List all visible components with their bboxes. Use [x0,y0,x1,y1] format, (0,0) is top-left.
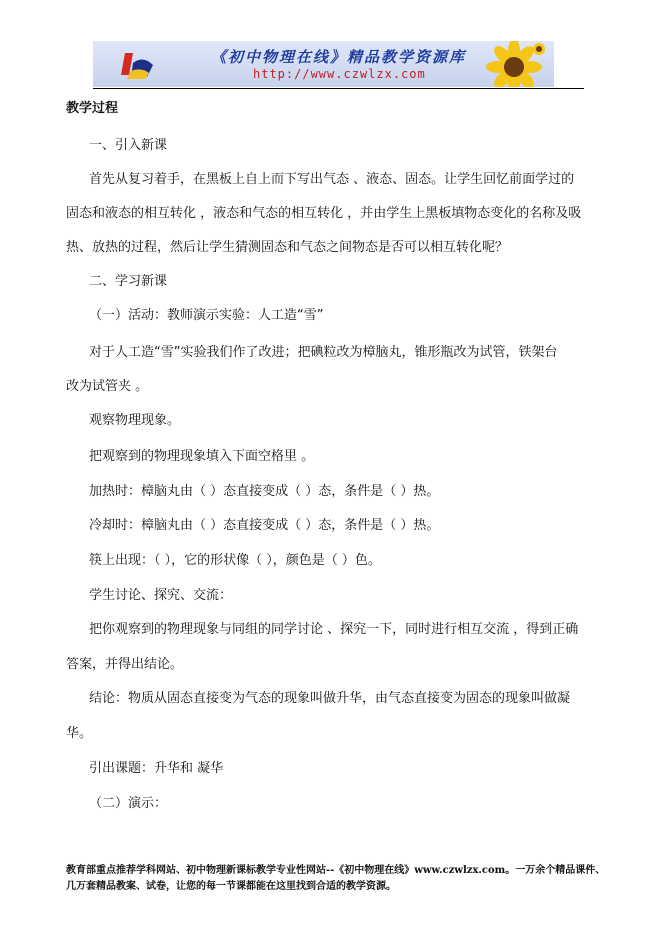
paragraph-line: 结论：物质从固态直接变为气态的现象叫做升华，由气态直接变为固态的现象叫做凝 [89,691,571,706]
section-heading: 教学过程 [66,101,119,116]
paragraph-line: 对于人工造“雪”实验我们作了改进；把碘粒改为樟脑丸，锥形瓶改为试管，铁架台 [89,345,558,360]
paragraph-line: 热、放热的过程，然后让学生猜测固态和气态之间物态是否可以相互转化呢？ [66,240,509,255]
footer-line: 教育部重点推荐学科网站、初中物理新课标教学专业性网站--《初中物理在线》www.czwlzx.com。一万余个精品课件、 [66,865,606,876]
paragraph-line: 华。 [66,726,93,741]
paragraph-line: 筷上出现：（ ），它的形状像（ ），颜色是（ ）色。 [89,553,381,568]
paragraph-line: 一、引入新课 [89,138,168,153]
paragraph-line: 引出课题：升华和 凝华 [89,761,224,776]
paragraph-line: 把你观察到的物理现象与同组的同学讨论 、探究一下，同时进行相互交流 ，得到正确 [89,622,579,637]
paragraph-line: 加热时：樟脑丸由（ ）态直接变成（ ）态，条件是（ ）热。 [89,484,440,499]
paragraph-line: （二）演示： [89,796,168,811]
paragraph-line: 答案，并得出结论。 [66,657,184,672]
paragraph-line: 固态和液态的相互转化 ，液态和气态的相互转化 ，并由学生上黑板填物态变化的名称及吸 [66,206,582,221]
logo-icon [119,49,155,81]
banner-title: 《初中物理在线》精品教学资源库 [211,48,467,66]
paragraph-line: （一）活动：教师演示实验：人工造“雪” [89,308,324,323]
paragraph-line: 把观察到的物理现象填入下面空格里 。 [89,449,315,464]
paragraph-line: 学生讨论、探究、交流： [89,588,233,603]
paragraph-line: 观察物理现象。 [89,413,181,428]
paragraph-line: 改为试管夹 。 [66,379,149,394]
header-banner [93,41,554,87]
header-divider [93,88,584,89]
paragraph-line: 二、学习新课 [89,274,168,289]
sunflower-icon [476,41,546,87]
footer-line: 几万套精品教案、试卷，让您的每一节课都能在这里找到合适的教学资源。 [66,881,396,892]
banner-url: http://www.czwlzx.com [253,67,426,81]
paragraph-line: 冷却时：樟脑丸由（ ）态直接变成（ ）态，条件是（ ）热。 [89,518,440,533]
paragraph-line: 首先从复习着手，在黑板上自上而下写出气态 、液态、固态。让学生回忆前面学过的 [89,172,575,187]
